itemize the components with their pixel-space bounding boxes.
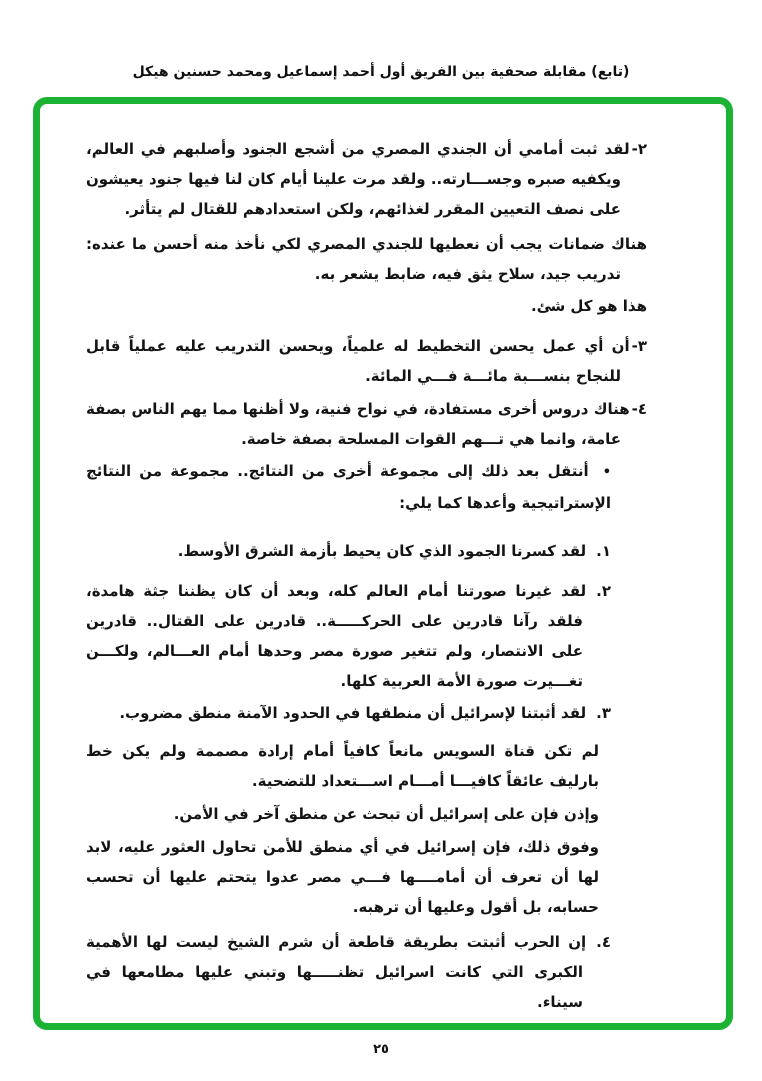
- item-text: أن أي عمل يحسن التخطيط له علمياً، ويحسن التدريب عليه عملياً قابل للنجاح بنســـبة مائـــة فـــي المائة.: [86, 337, 630, 385]
- content-frame: [33, 97, 733, 1030]
- bullet-paragraph-strategic-intro: [86, 456, 647, 518]
- item-number-marker: ٤-: [631, 400, 647, 418]
- bullet-icon: •: [602, 465, 611, 480]
- item-number-marker: ٢.: [596, 582, 611, 600]
- item-text: لقد أثبتنا لإسرائيل أن منطقها في الحدود الآمنة منطق مضروب.: [119, 704, 587, 722]
- paragraph-text: لم تكن قناة السويس مانعاً كافياً أمام إرادة مصممة ولم يكن خط بارليف عائقاً كافيـــا أمـــام اســـتعداد للتضحية.: [86, 742, 599, 790]
- numbered-item-4: [86, 394, 647, 454]
- item-text: هناك دروس أخرى مستفادة، في نواح فنية، ولا أظنها مما يهم الناس بصفة عامة، وانما هي تـــهم القوات المسلحة بصفة خاصة.: [86, 400, 630, 448]
- page-number: ٢٥: [373, 1042, 389, 1057]
- document-body: [40, 104, 726, 1017]
- body-paragraph-israel-logic: [86, 799, 647, 829]
- body-paragraph-suez-canal: [86, 736, 647, 796]
- item-number-marker: ٢-: [631, 140, 647, 158]
- page-header-title: (تابع) مقابلة صحفية بين الفريق أول أحمد إسماعيل ومحمد حسنين هيكل: [132, 64, 630, 80]
- item-text: لقد كسرنا الجمود الذي كان يحيط بأزمة الشرق الأوسط.: [177, 542, 587, 560]
- item-text: لقد ثبت أمامي أن الجندي المصري من أشجع الجنود وأصلبهم في العالم، ويكفيه صبره وجســـارته.. ولقد مرت علينا أيام كان لنا فيها جنود يعيشون على نصف التعيين المقرر لغذائهم، ولكن استعدادهم للقتال لم يتأثر.: [86, 140, 630, 218]
- body-paragraph-guarantees: [86, 229, 647, 289]
- strategic-list-item-1: [86, 536, 647, 566]
- item-text: إن الحرب أثبتت بطريقة قاطعة أن شرم الشيخ ليست لها الأهمية الكبرى التي كانت اسرائيل تظنـــــها وتبني عليها مطامعها في سيناء.: [86, 933, 587, 1011]
- strategic-list-item-2: [86, 576, 647, 696]
- item-number-marker: ٤.: [596, 933, 611, 951]
- paragraph-text: وفوق ذلك، فإن إسرائيل في أي منطق للأمن تحاول العثور عليه، لابد لها أن تعرف أن أمامــــها فـــي مصر عدوا يتحتم عليها أن تحسب حسابه، بل أقول وعليها أن ترهبه.: [86, 838, 599, 916]
- item-text: لقد غيرنا صورتنا أمام العالم كله، وبعد أن كان يظننا جثة هامدة، فلقد رآنا قادرين على الحركـــــة.. قادرين على القتال.. قادرين على الانتصار، ولم تتغير صورة مصر وحدها أمام العـــالم، ولكـــن تغـــيرت صورة الأمة العربية كلها.: [86, 582, 587, 690]
- paragraph-text: وإذن فإن على إسرائيل أن تبحث عن منطق آخر في الأمن.: [173, 805, 599, 823]
- paragraph-text: هناك ضمانات يجب أن نعطيها للجندي المصري لكي نأخذ منه أحسن ما عنده: تدريب جيد، سلاح يثق فيه، ضابط يشعر به.: [86, 235, 647, 283]
- strategic-list-item-4: [86, 927, 647, 1017]
- numbered-item-3: [86, 331, 647, 391]
- item-number-marker: ١.: [596, 542, 611, 560]
- numbered-item-2: [86, 134, 647, 224]
- item-number-marker: ٣.: [596, 704, 611, 722]
- body-paragraph-above-that: [86, 832, 647, 922]
- paragraph-text: هذا هو كل شئ.: [531, 297, 647, 315]
- paragraph-text: أنتقل بعد ذلك إلى مجموعة أخرى من النتائج.. مجموعة من النتائج الإستراتيجية وأعدها كما يلي:: [86, 462, 611, 512]
- strategic-list-item-3: [86, 698, 647, 728]
- item-number-marker: ٣-: [631, 337, 647, 355]
- body-paragraph-thats-all: [86, 291, 647, 321]
